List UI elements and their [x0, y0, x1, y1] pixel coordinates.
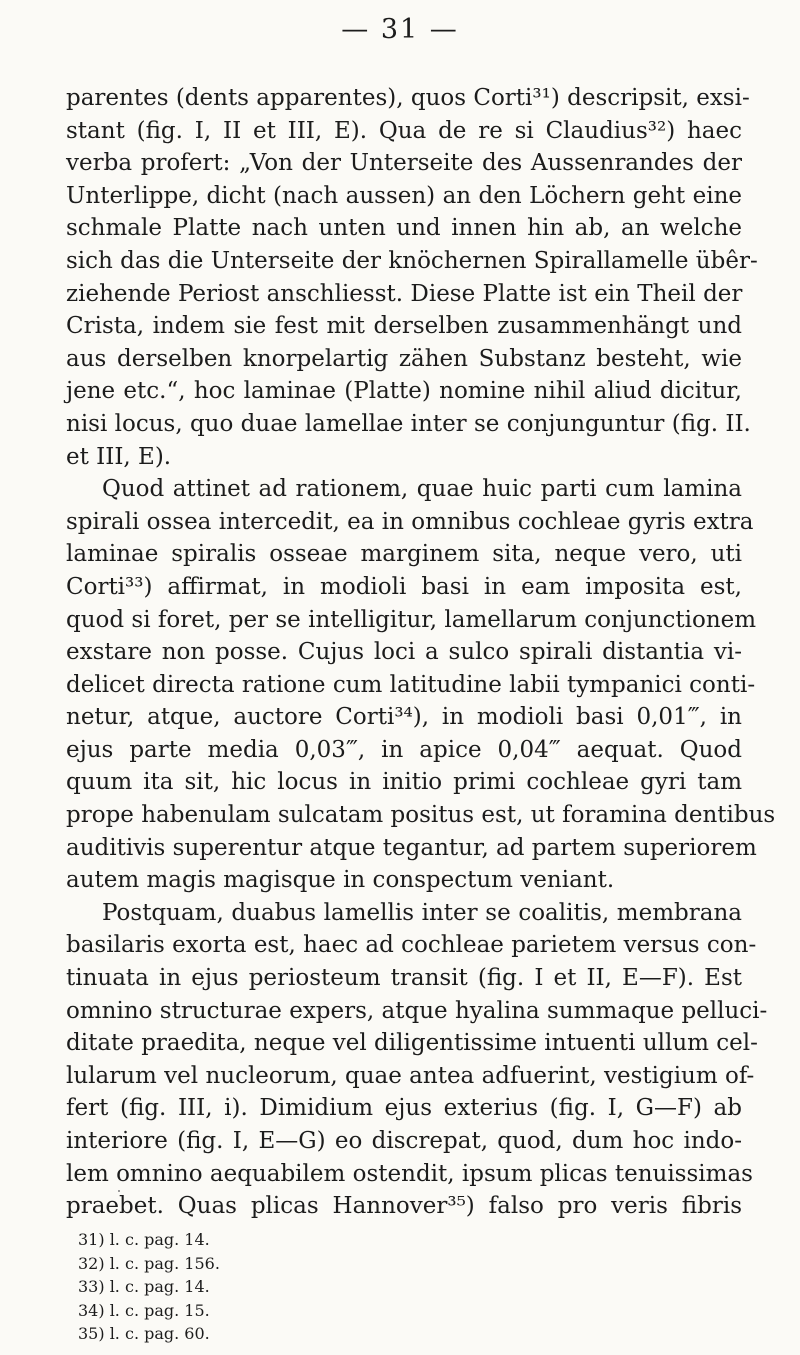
text-line: sich das die Unterseite der knöchernen Spirallamelle übêr- — [66, 247, 758, 274]
text-line: basilaris exorta est, haec ad cochleae parietem versus con- — [66, 932, 757, 959]
footnote: 33) l. c. pag. 14. — [78, 1277, 210, 1296]
text-line: lem omnino aequabilem ostendit, ipsum plicas tenuissimas — [66, 1160, 753, 1187]
text-line: Unterlippe, dicht (nach aussen) an den Löchern geht eine — [66, 182, 742, 209]
footnote: 35) l. c. pag. 60. — [78, 1324, 210, 1343]
text-line: verba profert: „Von der Unterseite des Aussenrandes der — [66, 150, 742, 177]
footnote-separator — [118, 1190, 120, 1192]
text-line: exstare non posse. Cujus loci a sulco spirali distantia vi- — [66, 639, 742, 666]
paragraph-start: Quod attinet ad rationem, quae huic parti cum lamina — [102, 476, 742, 503]
text-line: laminae spiralis osseae marginem sita, neque vero, uti — [66, 541, 742, 568]
text-line: autem magis magisque in conspectum veniant. — [66, 867, 615, 894]
text-line: Corti³³) affirmat, in modioli basi in eam imposita est, — [66, 573, 742, 600]
paragraph-start: Postquam, duabus lamellis inter se coalitis, membrana — [102, 899, 742, 926]
footnote: 32) l. c. pag. 156. — [78, 1253, 220, 1273]
text-line: prope habenulam sulcatam positus est, ut foramina dentibus — [66, 802, 776, 829]
text-line: omnino structurae expers, atque hyalina summaque pelluci- — [66, 997, 768, 1024]
text-line: spirali ossea intercedit, ea in omnibus cochleae gyris extra — [66, 508, 754, 535]
footnote: 34) l. c. pag. 15. — [78, 1300, 210, 1320]
text-line: ejus parte media 0,03‴, in apice 0,04‴ aequat. Quod — [66, 736, 742, 763]
text-line: nisi locus, quo duae lamellae inter se conjunguntur (fig. II. — [66, 410, 751, 437]
text-line: interiore (fig. I, E—G) eo discrepat, quod, dum hoc indo- — [66, 1128, 742, 1154]
text-line: ziehende Periost anschliesst. Diese Platte ist ein Theil der — [66, 280, 743, 307]
page-number: — 31 — — [341, 14, 459, 45]
text-line: tinuata in ejus periosteum transit (fig. I et II, E—F). Est — [66, 965, 742, 992]
text-line: parentes (dents apparentes), quos Corti³¹) descripsit, exsi- — [66, 85, 750, 111]
text-line: netur, atque, auctore Corti³⁴), in modioli basi 0,01‴, in — [66, 704, 742, 731]
text-line: auditivis superentur atque tegantur, ad partem superiorem — [66, 834, 757, 861]
text-line: quum ita sit, hic locus in initio primi cochleae gyri tam — [66, 769, 742, 796]
text-line: quod si foret, per se intelligitur, lamellarum conjunctionem — [66, 606, 757, 633]
text-line: stant (fig. I, II et III, E). Qua de re si Claudius³²) haec — [66, 117, 742, 144]
footnote: 31) l. c. pag. 14. — [78, 1230, 210, 1249]
body-text — [66, 82, 776, 1223]
text-line: ditate praedita, neque vel diligentissime intuenti ullum cel- — [66, 1030, 758, 1057]
text-line: aus derselben knorpelartig zähen Substanz besteht, wie — [66, 345, 742, 372]
text-line: schmale Platte nach unten und innen hin ab, an welche — [66, 215, 742, 242]
text-line: et III, E). — [66, 443, 172, 470]
text-line: fert (fig. III, i). Dimidium ejus exterius (fig. I, G—F) ab — [66, 1095, 742, 1122]
footnotes — [78, 1228, 378, 1346]
text-line: lularum vel nucleorum, quae antea adfuerint, vestigium of- — [66, 1062, 755, 1089]
text-line: jene etc.“, hoc laminae (Platte) nomine nihil aliud dicitur, — [66, 378, 742, 405]
text-line: delicet directa ratione cum latitudine labii tympanici conti- — [66, 671, 756, 698]
text-line: Crista, indem sie fest mit derselben zusammenhängt und — [66, 313, 742, 340]
text-line: praebet. Quas plicas Hannover³⁵) falso pro veris fibris — [66, 1193, 742, 1220]
